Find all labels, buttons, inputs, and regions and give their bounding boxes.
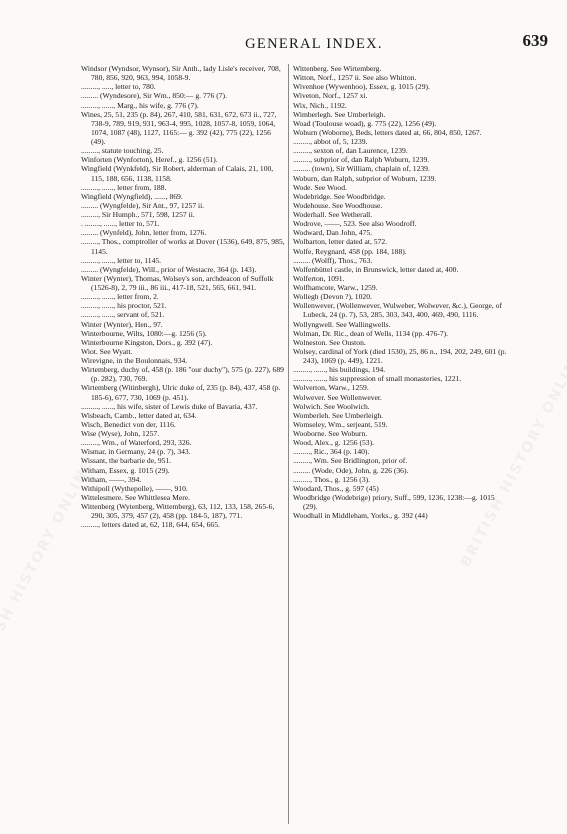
index-entry: Wodebridge. See Woodbridge. [293, 191, 386, 201]
index-entry: Witham, ——, 394. [81, 474, 142, 484]
index-entry: . ........, ......, letter to, 571. [81, 219, 160, 229]
index-entry: ........., ....., letter to, 780. [81, 82, 156, 92]
index-column-right [293, 64, 511, 824]
index-entry: Woderhall. See Wetherall. [293, 210, 373, 219]
index-entry: Winforten (Wynforton), Heref., g. 1256 (51). [81, 155, 218, 165]
index-entry: ........., sexton of, dan Laurence, 1239. [293, 146, 408, 156]
index-entry: Wolwever. See Wollenwever. [293, 392, 382, 402]
index-entry: Woad (Toulouse woad), g. 775 (22), 1256 (49). [293, 118, 437, 128]
index-entry: Wix, Nich., 1192. [293, 100, 347, 110]
index-entry: Wolneston. See Ouston. [293, 337, 366, 347]
index-entry: Wolferton, 1091. [293, 273, 345, 283]
index-entry: Winterbourne Kingston, Dors., g. 392 (47). [81, 337, 213, 347]
index-entry: Witham, Essex, g. 1015 (29). [81, 465, 170, 475]
index-entry: ......... (Wynfeld), John, letter from, 1276. [81, 228, 207, 238]
index-entry: Woodbridge (Wodebrige) priory, Suff., 599, 1236, 1238:—g. 1015 (29). [293, 492, 495, 511]
index-entry: ......... (Wolff), Thos., 763. [293, 255, 373, 265]
index-entry: Wodehouse. See Woodhouse. [293, 200, 383, 210]
index-entry: Wollenwever, (Wollenwever, Wulweber, Wolwever, &c.), George, of Lubeck, 24 (p. 7), 53, 285, 303, 343, 400, 469, 490, 1116. [293, 301, 502, 320]
index-entry: Wollyngwell. See Wallingwells. [293, 319, 391, 329]
index-entry: ........., ......, his suppression of small monasteries, 1221. [293, 374, 462, 384]
index-entry: Wiot. See Wyatt. [81, 346, 133, 356]
index-entry: Wollegh (Devon ?), 1020. [293, 292, 372, 302]
index-entry: Wines, 25, 51, 235 (p. 84), 267, 410, 581, 631, 672, 673 ii., 727, 738-9, 789, 919, 931, 963-4, 995, 1028, 1057-8, 1059, 1064, 1074, 1087 (48), 1127, 1165:— g. 392 (42), 775 (22), 1256 (49). [81, 109, 277, 146]
index-column-left [81, 64, 285, 824]
index-entry: Wiveton, Norf., 1257 xi. [293, 91, 368, 101]
index-entry: Wivenhoe (Wywenhoo), Essex, g. 1015 (29). [293, 82, 430, 92]
index-entry: Withipoll (Wythepolle), ——, 910. [81, 483, 188, 493]
index-entry: Wolman, Dr. Ric., dean of Wells, 1134 (pp. 476-7). [293, 328, 449, 338]
index-entry: Wittenberg. See Wirtemberg. [293, 64, 382, 73]
index-entry: Wingfield (Wyngfield), ......, 869. [81, 191, 183, 201]
page-number: 639 [522, 31, 548, 50]
index-entry: Wolfe, Reygnard, 458 (pp. 184, 188). [293, 246, 407, 256]
index-entry: Wissant, the barbarie de, 951. [81, 456, 172, 466]
index-entry: Wolverton, Warw., 1259. [293, 383, 369, 393]
index-entry: ........., Wm. See Bridlington, prior of. [293, 456, 408, 466]
index-entry: ........., ......, letter from, 2. [81, 292, 159, 302]
index-entry: Wisbeach, Camb., letter dated at, 634. [81, 410, 197, 420]
index-entry: ......... (Wyngfelde), Sir Ant., 97, 1257 ii. [81, 200, 205, 210]
index-entry: Windsor (Wyndsor, Wynsor), Sir Anth., lady Lisle's receiver, 708, 780, 856, 920, 963, 994, 1058-9. [81, 64, 281, 83]
index-entry: Wood, Alex., g. 1256 (53). [293, 438, 375, 448]
index-entry: Woodhall in Middleham, Yorks., g. 392 (44) [293, 511, 428, 521]
index-entry: Wode. See Wood. [293, 182, 347, 192]
index-entry: ........., abbot of, 5, 1239. [293, 137, 368, 146]
page-header [80, 30, 548, 56]
index-entry: ........., ......, Marg., his wife, g. 776 (7). [81, 100, 199, 110]
index-entry: ......... (Wyndesore), Sir Wm., 850:— g. 776 (7). [81, 91, 227, 101]
index-entry: Wise (Wyse), John, 1257. [81, 429, 160, 438]
running-title: GENERAL INDEX. [245, 36, 383, 52]
index-entry: Wolfhamcote, Warw., 1259. [293, 283, 378, 292]
index-entry: Wirevigne, in the Boulonnais, 934. [81, 356, 188, 365]
index-entry: ........., statute touching, 25. [81, 146, 164, 156]
index-entry: Wingfield (Wynkfeld), Sir Robert, alderman of Calais, 21, 100, 115, 188, 656, 1138, 1158. [81, 164, 274, 183]
index-entry: Winterbourne, Wilts, 1080:—g. 1256 (5). [81, 328, 207, 338]
index-entry: Woodard, Thos., g. 597 (45) [293, 483, 379, 493]
index-entry: ........., subprior of, dan Ralph Woburn, 1239. [293, 155, 430, 165]
index-entry: ......... (Wode, Ode), John, g. 226 (36). [293, 465, 409, 475]
index-entry: Winter (Wynter), Thomas, Wolsey's son, archdeacon of Suffolk (1526-8), 2, 79 iii., 86 iii., 417-18, 521, 565, 661, 941. [81, 273, 274, 292]
index-entry: ......... (town), Sir William, chaplain of, 1239. [293, 164, 430, 174]
index-entry: ........., letters dated at, 62, 118, 644, 654, 665. [81, 520, 220, 530]
index-entry: Wisch, Benedict von der, 1116. [81, 419, 176, 429]
index-entry: ........., ......, letter to, 1145. [81, 255, 162, 265]
index-entry: Wirtemberg (Witinbergh), Ulric duke of, 235 (p. 84), 437, 458 (p. 185-6), 677, 730, 1069 (p. 451). [81, 383, 281, 402]
index-entry: Wolsey, cardinal of York (died 1530), 25, 86 n., 194, 202, 249, 601 (p. 243), 1069 (p. 449), 1221. [293, 346, 507, 365]
index-entry: Womseley, Wm., serjeant, 519. [293, 419, 388, 429]
index-entry: ........., Wm., of Waterford, 293, 326. [81, 438, 192, 448]
index-entry: Woburn, dan Ralph, subprior of Woburn, 1239. [293, 173, 437, 183]
index-entry: Wooborne. See Woburn. [293, 429, 368, 438]
index-entry: ........., Thos., comptroller of works at Dover (1536), 649, 875, 985, 1145. [81, 237, 285, 256]
index-entry: Wolfenbüttel castle, in Brunswick, letter dated at, 400. [293, 264, 459, 274]
index-entry: ........., Thos., g. 1256 (3). [293, 474, 371, 484]
column-divider [288, 64, 289, 824]
index-entry: ........., ......, his proctor, 521. [81, 301, 167, 311]
index-entry: ......... (Wyngfelde), Will., prior of Westacre, 364 (p. 143). [81, 264, 257, 274]
index-entry: Wirtemberg, duchy of, 458 (p. 186 "our duchy"), 575 (p. 227), 689 (p. 282), 730, 769. [81, 365, 284, 384]
index-entry: ........., ......, letter from, 188. [81, 182, 167, 192]
index-entry: Witton, Norf., 1257 ii. See also Whitton. [293, 73, 417, 83]
index-entry: ........., ......, his buildings, 194. [293, 365, 386, 375]
index-entry: Wimberlegh. See Umberleigh. [293, 109, 386, 119]
index-entry: Wismar, in Germany, 24 (p. 7), 343. [81, 447, 191, 457]
index-entry: Wodrove, ——, 523. See also Woodroff. [293, 219, 417, 229]
index-entry: Wodward, Dan John, 475. [293, 228, 373, 238]
index-entry: Wolwich. See Woolwich. [293, 401, 370, 411]
index-entry: Wittelesmere. See Whittlesea Mere. [81, 492, 190, 502]
index-entry: Wittenberg (Wytenberg, Wittemberg), 63, 112, 133, 158, 265-6, 290, 305, 379, 457 (2), 458 (pp. 184-5, 187), 771. [81, 502, 275, 521]
index-entry: ........., Sir Humph., 571, 598, 1257 ii. [81, 210, 195, 219]
index-entry: ........., ......, his wife, sister of Lewis duke of Bavaria, 437. [81, 401, 258, 411]
index-entry: Winter (Wynter), Hen., 97. [81, 319, 163, 329]
index-entry: ........., Ric., 364 (p. 140). [293, 447, 370, 457]
index-entry: Woburn (Woborne), Beds, letters dated at, 66, 804, 850, 1267. [293, 127, 482, 137]
index-entry: Womberleh. See Umberleigh. [293, 410, 384, 420]
index-entry: ........., ......, servant of, 521. [81, 310, 165, 320]
index-entry: Wolbarton, letter dated at, 572. [293, 237, 388, 247]
